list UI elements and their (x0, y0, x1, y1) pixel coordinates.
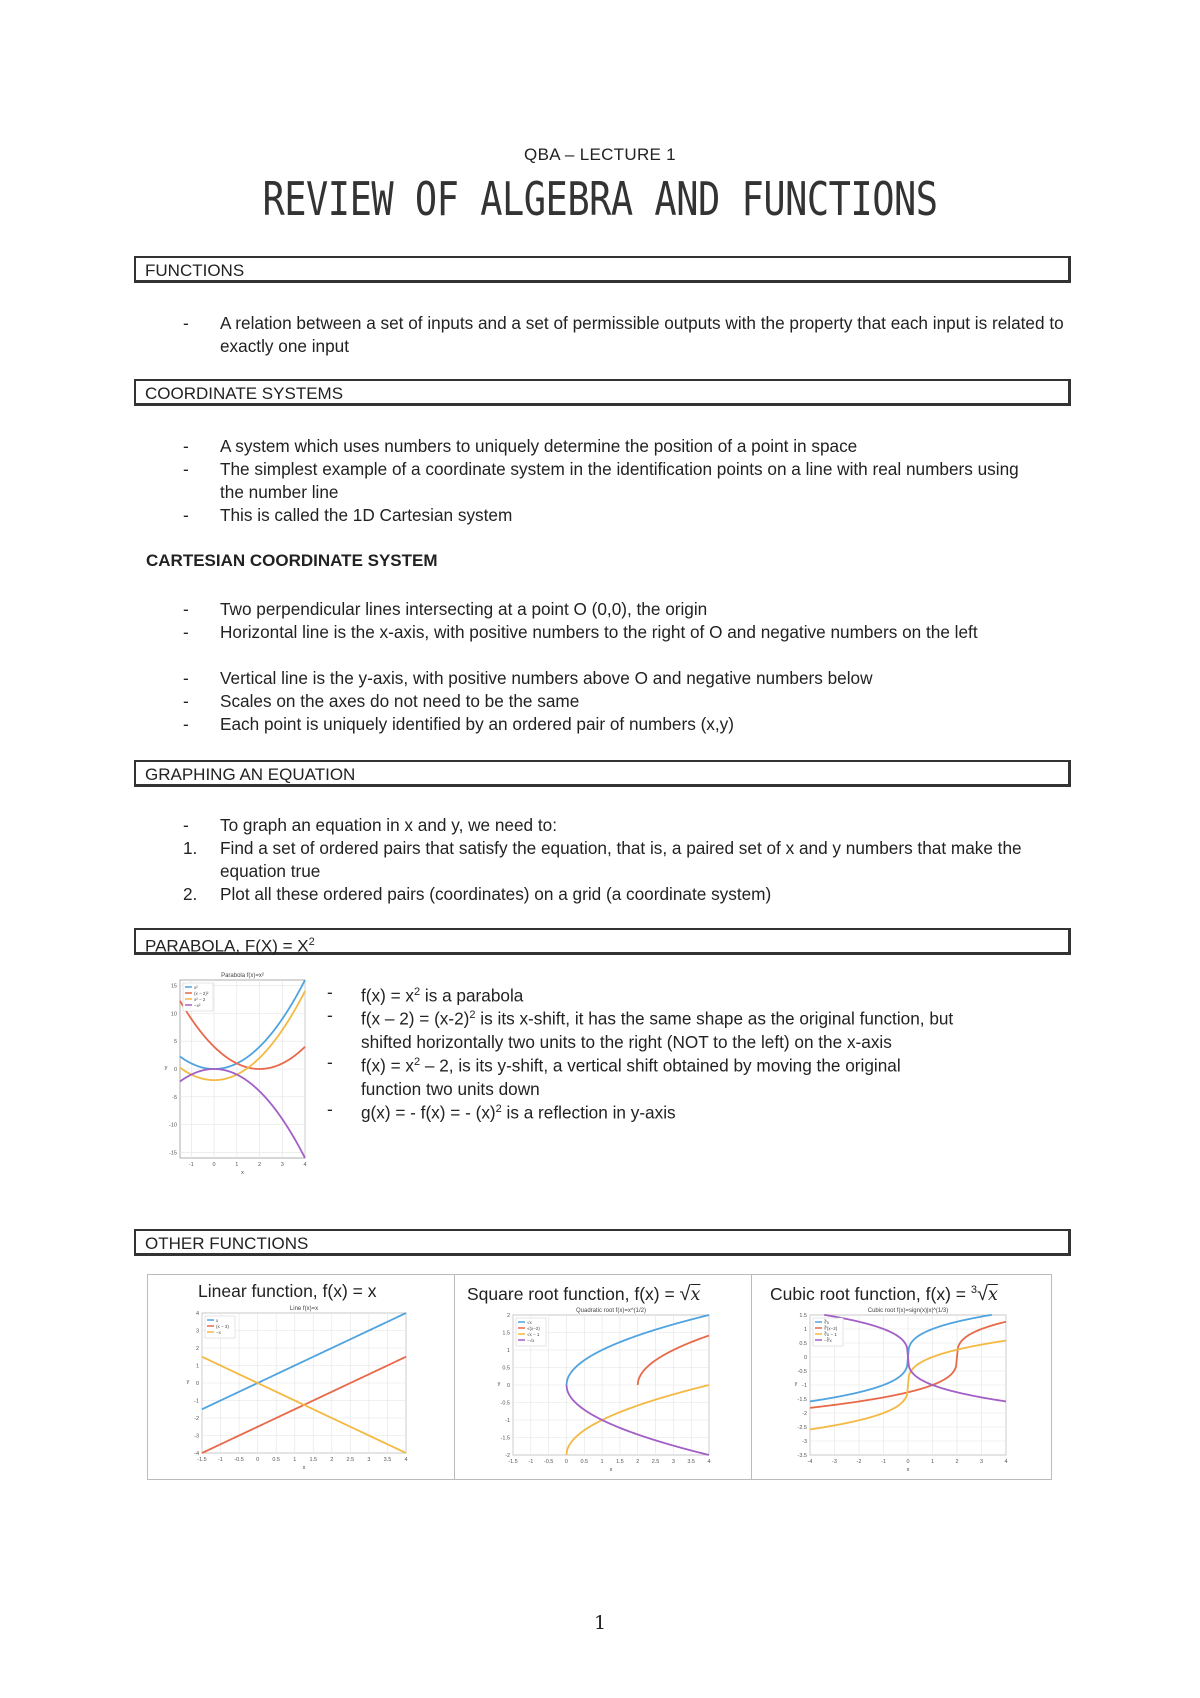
section-heading-functions: FUNCTIONS (134, 256, 1071, 283)
section-heading-parabola: PARABOLA, $F(X) = X^2$ (134, 928, 1071, 955)
legend-label: x (216, 1318, 219, 1323)
y-tick-label: 0 (803, 1355, 807, 1361)
legend-label: ∛(x−2) (824, 1326, 838, 1331)
x-tick-label: 4 (404, 1457, 408, 1463)
legend-label: ∛x − 1 (824, 1332, 837, 1337)
y-tick-label: 0 (506, 1383, 510, 1389)
y-axis-label: y (186, 1379, 190, 1385)
x-tick-label: 0.5 (580, 1459, 589, 1465)
x-tick-label: 0.5 (272, 1457, 281, 1463)
graph-title: Quadratic root f(x)=x^(1/2) (575, 1308, 647, 1314)
y-tick-label: 3 (195, 1328, 199, 1335)
y-tick-label: -4 (194, 1451, 199, 1457)
subheading-cartesian: CARTESIAN COORDINATE SYSTEM (146, 551, 438, 570)
x-tick-label: 2 (636, 1459, 640, 1465)
x-tick-label: 1 (235, 1162, 239, 1168)
linear-caption: Linear function, f(x) = x (198, 1281, 377, 1301)
x-tick-label: 3 (979, 1459, 984, 1465)
y-tick-label: -5 (172, 1094, 177, 1101)
x-tick-label: -1 (528, 1459, 534, 1465)
cbrt-caption: Cubic root function, f(x) = $^3$√x (770, 1283, 998, 1305)
y-tick-label: 5 (173, 1039, 177, 1046)
graph-title: Line f(x)=x (289, 1306, 319, 1312)
legend-label: (x − 2)² (194, 991, 209, 996)
x-tick-label: 1 (600, 1459, 604, 1465)
x-tick-label: -1 (188, 1162, 194, 1168)
y-tick-label: 4 (195, 1311, 199, 1317)
x-tick-label: -1 (218, 1457, 223, 1463)
x-tick-label: 0 (212, 1162, 216, 1168)
y-tick-label: -1 (505, 1418, 510, 1424)
x-tick-label: 3 (367, 1457, 371, 1463)
section-heading-graphing: GRAPHING AN EQUATION (134, 760, 1071, 787)
x-tick-label: 0 (906, 1459, 910, 1465)
x-tick-label: 3.5 (687, 1459, 696, 1465)
legend-label: √x − 1 (527, 1332, 540, 1337)
x-tick-label: 3 (671, 1459, 675, 1465)
legend-label: √(x−2) (527, 1326, 540, 1331)
y-tick-label: -3 (802, 1439, 807, 1445)
x-tick-label: 2.5 (651, 1459, 660, 1465)
y-axis-label: y (497, 1381, 501, 1387)
cbrt-panel (751, 1274, 1052, 1480)
y-tick-label: 1 (506, 1348, 510, 1354)
x-tick-label: -1 (881, 1459, 886, 1465)
x-tick-label: -4 (807, 1459, 813, 1465)
x-tick-label: 1.5 (309, 1457, 318, 1463)
document-title: REVIEW OF ALGEBRA AND FUNCTIONS (262, 172, 938, 227)
x-axis-label: x (906, 1467, 910, 1473)
y-tick-label: -0.5 (797, 1369, 807, 1375)
bullet-text: A relation between a set of inputs and a set of permissible outputs with the property that each input is related to exactly one input (220, 313, 1064, 356)
x-tick-label: 2 (258, 1162, 262, 1168)
legend-label: −x² (194, 1003, 201, 1008)
x-tick-label: 4 (303, 1162, 307, 1168)
x-tick-label: 2 (330, 1457, 334, 1463)
section-heading-coordinate-systems: COORDINATE SYSTEMS (134, 379, 1071, 406)
y-axis-label: y (794, 1381, 798, 1387)
x-tick-label: -1.5 (197, 1457, 207, 1463)
y-tick-label: -0.5 (500, 1400, 510, 1407)
x-axis-label: x (302, 1465, 306, 1471)
y-tick-label: -2 (194, 1416, 199, 1422)
x-tick-label: -0.5 (234, 1457, 244, 1463)
y-tick-label: 2 (506, 1313, 510, 1319)
x-tick-label: 0 (564, 1459, 568, 1465)
legend-label: x² (194, 985, 198, 990)
y-tick-label: -3 (194, 1433, 199, 1440)
x-tick-label: 1 (930, 1459, 935, 1465)
sqrt-caption: Square root function, f(x) = √x (467, 1283, 701, 1305)
y-tick-label: -2.5 (797, 1425, 807, 1431)
y-tick-label: -1.5 (500, 1435, 510, 1442)
linear-panel (147, 1274, 455, 1480)
x-tick-label: 3 (280, 1162, 284, 1168)
x-tick-label: 3.5 (383, 1457, 392, 1463)
x-tick-label: 4 (1004, 1459, 1008, 1465)
y-tick-label: 1.5 (502, 1330, 510, 1337)
y-tick-label: -1.5 (797, 1397, 807, 1403)
legend-label: ∛x (824, 1320, 830, 1325)
y-tick-label: 2 (195, 1346, 199, 1352)
y-tick-label: 15 (170, 983, 177, 990)
x-tick-label: 1.5 (616, 1459, 624, 1465)
x-tick-label: -0.5 (543, 1459, 554, 1465)
y-tick-label: 0.5 (799, 1341, 807, 1347)
y-tick-label: 0 (195, 1381, 199, 1387)
sqrt-graph (495, 1305, 715, 1475)
y-tick-label: 1 (195, 1363, 199, 1370)
section-heading-other-functions: OTHER FUNCTIONS (134, 1229, 1071, 1256)
graph-title: Cubic root f(x)=sign(x)|x|^(1/3) (867, 1308, 949, 1314)
bullet-dash: - (183, 313, 189, 333)
legend-label: x² − 2 (194, 997, 206, 1002)
legend-label: −√x (527, 1338, 535, 1343)
x-tick-label: 0 (256, 1457, 260, 1463)
legend-label: −∛x (824, 1338, 832, 1343)
sqrt-panel (454, 1274, 752, 1480)
x-tick-label: 4 (707, 1459, 711, 1465)
y-tick-label: -3.5 (797, 1453, 807, 1459)
y-tick-label: 1 (803, 1327, 807, 1333)
x-tick-label: 2.5 (346, 1457, 355, 1463)
x-tick-label: -3 (832, 1459, 837, 1465)
legend-label: (x − 3) (216, 1324, 229, 1329)
legend-label: √x (527, 1320, 532, 1325)
x-tick-label: 1 (293, 1457, 297, 1463)
legend-label: −x (216, 1330, 221, 1335)
y-tick-label: 10 (170, 1011, 177, 1018)
y-tick-label: 1.5 (799, 1313, 807, 1319)
y-tick-label: -10 (169, 1122, 177, 1129)
graph-title: Parabola f(x)=x² (221, 973, 264, 979)
x-tick-label: -1.5 (508, 1459, 518, 1465)
cbrt-graph (792, 1305, 1012, 1475)
y-tick-label: -2 (505, 1453, 510, 1459)
x-tick-label: -2 (856, 1459, 862, 1465)
y-tick-label: -2 (802, 1411, 807, 1417)
x-tick-label: 2 (955, 1459, 959, 1465)
document-page: QBA – LECTURE 1 REVIEW OF ALGEBRA AND FUNCTIONS FUNCTIONS - A relation between a set of inputs and a set of permissible outputs with the property that each input is related to exactly one input COORDINATE SYSTEMS - A system which uses numbers to uniquely determine the position of a point in space - The simplest example of a coordinate system in the identification points on a line with real numbers using the number line - This is called the 1D Cartesian system CARTESIAN COORDINATE SYSTEM - Two perpendicular lines intersecting at a point O (0,0), the origin - Horizontal line is the x-axis, with positive numbers to the right of O and negative numbers on the left - Vertical line is the y-axis, with positive numbers above O and negative numbers below - Scales on the axes do not need to be the same - Each point is uniquely identified by an ordered pair of numbers (x,y) GRAPHING AN EQUATION - To graph an equation in x and y, we need to: 1. Find a set of ordered pairs that satisfy the equation, that is, a paired set of x and y numbers that make the equation true 2. Plot all these ordered pairs (coordinates) on a grid (a coordinate system) PARABOLA, $F(X) = X^2$ -1 0 1 2 3 4 -15 -10 -5 0 5 10 15 Parabola f(x)=x² x y x² (x − 2)² x² − 2 −x² - $f(x) = x^2$ is a parabola - $f(x - 2) = (x-2)^2$ is its x-shift, it has the same shape as the original function, but shifted horizontally two units to the right (NOT to the left) on the x-axis - $f(x) = x^2 - 2$, is its y-shift, a vertical shift obtained by moving the original function two units down - g(x) = - f(x) = - $(x)^2$ is a reflection in y-axis OTHER FUNCTIONS Linear function, f(x) = x -1.5 -1 -0.5 0 0.5 1 1.5 2 2.5 3 3.5 4 -4 -3 -2 -1 0 1 2 3 4 Line f(x)=x x y x (x − 3) −x Square root function, f(x) = √x -1.5 -1 -0.5 0 0.5 1 1.5 2 2.5 3 3.5 4 -2 -1.5 -1 -0.5 0 0.5 1 1.5 2 Quadratic root f(x)=x^(1/2) x y √x √(x−2) √x − 1 −√x Cubic root function, f(x) = $^3$√x -4 -3 -2 -1 0 1 2 3 4 -3.5 -3 -2.5 -2 -1.5 -1 -0.5 0 0.5 1 1.5 Cubic root f(x)=sign(x)|x|^(1/3) x y ∛x ∛(x−2) ∛x − 1 −∛x 1 (0, 0, 1200, 1698)
parabola-graph (160, 968, 315, 1183)
y-tick-label: 0.5 (502, 1365, 510, 1372)
page-number: 1 (593, 1612, 607, 1634)
linear-graph (186, 1303, 416, 1475)
y-tick-label: 0 (173, 1067, 177, 1073)
y-tick-label: -15 (169, 1150, 177, 1157)
y-tick-label: -1 (194, 1398, 199, 1405)
lecture-label: QBA – LECTURE 1 (524, 145, 676, 164)
x-axis-label: x (241, 1170, 244, 1176)
y-tick-label: -1 (802, 1383, 807, 1389)
y-axis-label: y (164, 1065, 168, 1071)
x-axis-label: x (609, 1467, 613, 1473)
